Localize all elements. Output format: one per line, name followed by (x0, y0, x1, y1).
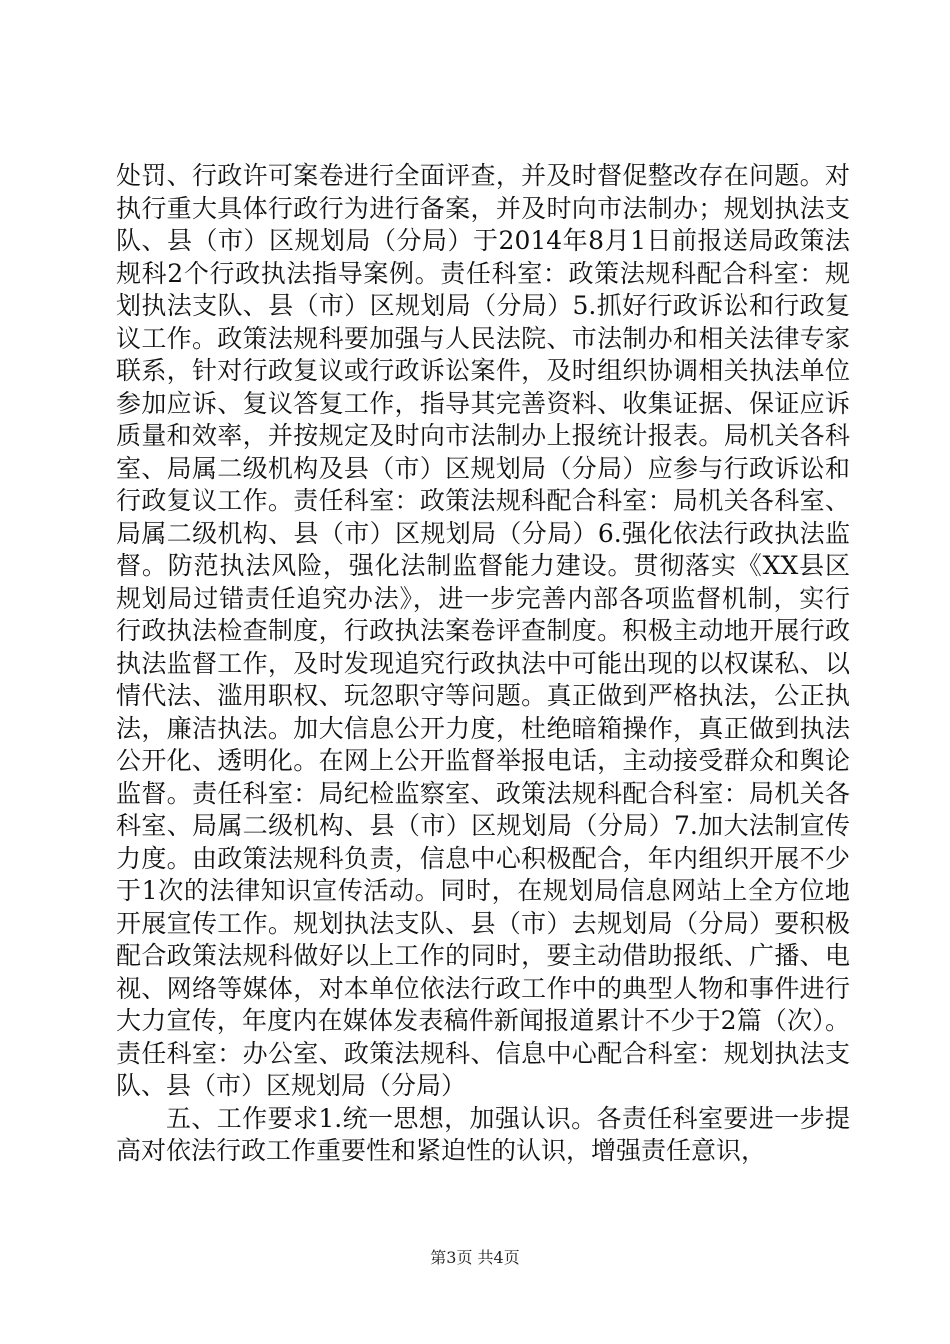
paragraph-work-requirements: 五、工作要求1.统一思想，加强认识。各责任科室要进一步提高对依法行政工作重要性和紧迫性的认识，增强责任意识， (116, 1103, 850, 1165)
document-body (116, 160, 850, 1168)
page-number-footer: 第3页 共4页 (430, 1248, 520, 1267)
paragraph-continuation: 处罚、行政许可案卷进行全面评查，并及时督促整改存在问题。对执行重大具体行政行为进行备案，并及时向市法制办；规划执法支队、县（市）区规划局（分局）于2014年8月1日前报送局政策法规科2个行政执法指导案例。责任科室：政策法规科配合科室：规划执法支队、县（市）区规划局（分局）5.抓好行政诉讼和行政复议工作。政策法规科要加强与人民法院、市法制办和相关法律专家联系，针对行政复议或行政诉讼案件，及时组织协调相关执法单位参加应诉、复议答复工作，指导其完善资料、收集证据、保证应诉质量和效率，并按规定及时向市法制办上报统计报表。局机关各科室、局属二级机构及县（市）区规划局（分局）应参与行政诉讼和行政复议工作。责任科室：政策法规科配合科室：局机关各科室、局属二级机构、县（市）区规划局（分局）6.强化依法行政执法监督。防范执法风险，强化法制监督能力建设。贯彻落实《XX县区规划局过错责任追究办法》，进一步完善内部各项监督机制，实行行政执法检查制度，行政执法案卷评查制度。积极主动地开展行政执法监督工作，及时发现追究行政执法中可能出现的以权谋私、以情代法、滥用职权、玩忽职守等问题。真正做到严格执法，公正执法，廉洁执法。加大信息公开力度，杜绝暗箱操作，真正做到执法公开化、透明化。在网上公开监督举报电话，主动接受群众和舆论监督。责任科室：局纪检监察室、政策法规科配合科室：局机关各科室、局属二级机构、县（市）区规划局（分局）7.加大法制宣传力度。由政策法规科负责，信息中心积极配合，年内组织开展不少于1次的法律知识宣传活动。同时，在规划局信息网站上全方位地开展宣传工作。规划执法支队、县（市）去规划局（分局）要积极配合政策法规科做好以上工作的同时，要主动借助报纸、广播、电视、网络等媒体，对本单位依法行政工作中的典型人物和事件进行大力宣传，年度内在媒体发表稿件新闻报道累计不少于2篇（次）。责任科室：办公室、政策法规科、信息中心配合科室：规划执法支队、县（市）区规划局（分局） (116, 161, 850, 1100)
